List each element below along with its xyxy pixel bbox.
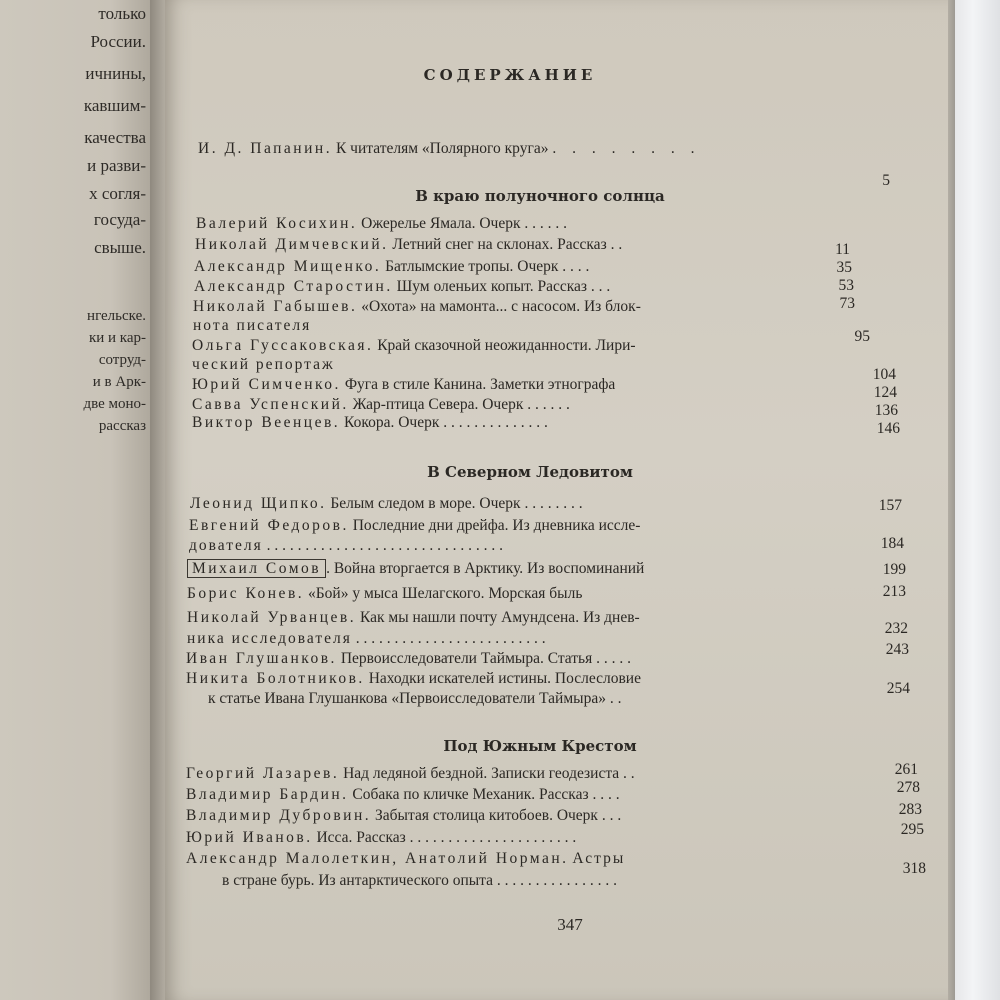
left-page-line: России. xyxy=(90,32,146,51)
toc-entry xyxy=(192,337,636,355)
toc-page-number: 11 xyxy=(835,241,850,258)
toc-author: Борис Конев. xyxy=(187,585,305,602)
toc-title: Ожерелье Ямала. Очерк xyxy=(361,215,521,232)
toc-author: Владимир Дубровин. xyxy=(186,807,372,824)
toc-page-number: 184 xyxy=(880,535,904,552)
toc-page-number: 35 xyxy=(836,259,852,276)
toc-title: Астры xyxy=(572,850,626,867)
toc-title: Как мы нашли почту Амундсена. Из днев- xyxy=(359,609,640,626)
left-page-line: и разви- xyxy=(87,156,146,175)
toc-title: в стране бурь. Из антарктического опыта xyxy=(222,872,494,889)
toc-entry: Юрий Иванов. Исса. Рассказ . . . . . . . . . . . . . . . . . . . . . . xyxy=(186,829,577,846)
toc-page-number: 146 xyxy=(876,420,900,437)
toc-page-number: 213 xyxy=(882,583,906,600)
toc-page-number: 95 xyxy=(854,328,870,345)
toc-page-number: 5 xyxy=(882,172,890,189)
toc-page-number: 318 xyxy=(902,860,926,877)
toc-author: И. Д. Папанин. xyxy=(198,140,333,157)
toc-entry: Леонид Щипко. Белым следом в море. Очерк . . . . . . . . xyxy=(190,495,583,512)
toc-entry: Александр Старостин. Шум оленьих копыт. Рассказ . . . xyxy=(194,278,611,295)
toc-title: дователя xyxy=(189,537,263,554)
toc-entry-continued: к статье Ивана Глушанкова «Первоисследователи Таймыра» . . xyxy=(208,690,622,707)
toc-author: Ольга Гуссаковская. xyxy=(192,337,374,354)
toc-entry-continued: дователя . . . . . . . . . . . . . . . . . . . . . . . . . . . . . . . xyxy=(189,537,503,554)
toc-title: «Охота» на мамонта... с насосом. Из блок- xyxy=(361,298,641,315)
toc-author: Савва Успенский. xyxy=(192,396,349,413)
toc-title: Жар-птица Севера. Очерк xyxy=(352,396,524,413)
left-page-line: только xyxy=(98,4,146,23)
left-page-line: х согля- xyxy=(89,184,146,203)
left-page-line: рассказ xyxy=(98,418,146,434)
toc-page-number: 261 xyxy=(894,761,918,778)
left-page-line: ки и кар- xyxy=(88,330,146,346)
section-title: Под Южным Крестом xyxy=(443,737,637,755)
toc-page-number: 136 xyxy=(874,402,898,419)
toc-entry: Иван Глушанков. Первоисследователи Таймыра. Статья . . . . . xyxy=(186,650,632,667)
toc-page-number: 232 xyxy=(884,620,908,637)
toc-author: Александр Малолеткин, Анатолий Норман. xyxy=(186,850,569,867)
left-page-line: сотруд- xyxy=(98,352,146,368)
toc-title: «Бой» у мыса Шелагского. Морская быль xyxy=(308,585,583,602)
toc-title: к статье Ивана Глушанкова «Первоисследователи Таймыра» xyxy=(208,690,606,707)
toc-entry: Савва Успенский. Жар-птица Севера. Очерк . . . . . . xyxy=(192,396,570,413)
toc-entry xyxy=(192,376,615,394)
toc-title: Край сказочной неожиданности. Лири- xyxy=(377,337,636,354)
toc-entry xyxy=(187,560,644,578)
toc-title: Собака по кличке Механик. Рассказ xyxy=(352,786,589,803)
left-page-line: госуда- xyxy=(93,210,146,229)
toc-page-number: 243 xyxy=(885,641,909,658)
toc-page-number: 254 xyxy=(886,680,910,697)
page-folio-number: 347 xyxy=(557,915,583,934)
toc-title: Исса. Рассказ xyxy=(316,829,406,846)
toc-title: Последние дни дрейфа. Из дневника иссле- xyxy=(352,517,641,534)
toc-entry: Валерий Косихин. Ожерелье Ямала. Очерк . . . . . . xyxy=(196,215,567,232)
toc-title: К читателям «Полярного круга» xyxy=(335,140,549,157)
left-page xyxy=(0,0,158,1000)
toc-author: Юрий Иванов. xyxy=(186,829,313,846)
section-title: В краю полуночного солнца xyxy=(415,187,665,205)
toc-title: . Война вторгается в Арктику. Из воспоминаний xyxy=(326,560,645,577)
left-page-line: качества xyxy=(84,128,146,147)
toc-title: ческий репортаж xyxy=(192,356,335,373)
toc-author: Виктор Веенцев. xyxy=(192,414,341,431)
toc-entry: Александр Мищенко. Батлымские тропы. Очерк . . . . xyxy=(194,258,590,275)
toc-entry: Владимир Бардин. Собака по кличке Механик. Рассказ . . . . xyxy=(186,786,620,803)
toc-title: ника исследователя xyxy=(187,630,352,647)
toc-title: Летний снег на склонах. Рассказ xyxy=(392,236,607,253)
left-page-line: свыше. xyxy=(94,238,146,257)
toc-title: Кокора. Очерк xyxy=(344,414,440,431)
toc-entry xyxy=(186,850,625,868)
toc-entry xyxy=(187,609,640,627)
page-title: СОДЕРЖАНИЕ xyxy=(423,66,597,84)
toc-author: Николай Урванцев. xyxy=(187,609,357,626)
toc-author: Леонид Щипко. xyxy=(190,495,327,512)
toc-entry xyxy=(186,670,641,688)
toc-entry xyxy=(189,517,640,535)
toc-entry-continued xyxy=(193,317,311,335)
toc-entry: Виктор Веенцев. Кокора. Очерк . . . . . . . . . . . . . . xyxy=(192,414,548,431)
toc-author-boxed: Михаил Сомов xyxy=(187,559,326,578)
toc-author: Георгий Лазарев. xyxy=(186,765,340,782)
toc-page-number: 295 xyxy=(900,821,924,838)
section-title: В Северном Ледовитом xyxy=(427,463,633,481)
toc-title: Первоисследователи Таймыра. Статья xyxy=(340,650,593,667)
toc-author: Юрий Симченко. xyxy=(192,376,341,393)
toc-title: Батлымские тропы. Очерк xyxy=(385,258,559,275)
toc-author: Александр Старостин. xyxy=(194,278,393,295)
toc-title: Находки искателей истины. Послесловие xyxy=(368,670,641,687)
toc-page-number: 104 xyxy=(872,366,896,383)
toc-entry xyxy=(193,298,641,316)
toc-entry-continued xyxy=(192,356,335,374)
toc-entry-continued: в стране бурь. Из антарктического опыта . . . . . . . . . . . . . . . . xyxy=(222,872,618,889)
toc-page-number: 53 xyxy=(838,277,854,294)
toc-author: Николай Габышев. xyxy=(193,298,358,315)
toc-page-number: 157 xyxy=(878,497,902,514)
toc-page-number: 124 xyxy=(873,384,897,401)
toc-title: Шум оленьих копыт. Рассказ xyxy=(396,278,588,295)
toc-entry-intro: И. Д. Папанин. К читателям «Полярного круга» . . . . . . . . xyxy=(198,140,701,157)
toc-author: Никита Болотников. xyxy=(186,670,365,687)
toc-entry-continued: ника исследователя . . . . . . . . . . . . . . . . . . . . . . . . . xyxy=(187,630,546,647)
toc-author: Владимир Бардин. xyxy=(186,786,349,803)
toc-entry: Георгий Лазарев. Над ледяной бездной. Записки геодезиста . . xyxy=(186,765,635,782)
left-page-line: кавшим- xyxy=(83,96,146,115)
toc-title: Белым следом в море. Очерк xyxy=(330,495,521,512)
toc-title: Фуга в стиле Канина. Заметки этнографа xyxy=(344,376,616,393)
toc-title: нота писателя xyxy=(193,317,312,334)
toc-author: Александр Мищенко. xyxy=(194,258,382,275)
left-page-line: две моно- xyxy=(83,396,146,412)
toc-page-number: 199 xyxy=(882,561,906,578)
left-page-line: нгельске. xyxy=(87,308,146,324)
page-edge xyxy=(955,0,1000,1000)
toc-entry: Николай Димчевский. Летний снег на склонах. Рассказ . . xyxy=(195,236,623,253)
toc-entry: Владимир Дубровин. Забытая столица китобоев. Очерк . . . xyxy=(186,807,622,824)
toc-author: Евгений Федоров. xyxy=(189,517,349,534)
toc-entry xyxy=(187,585,582,603)
left-page-line: ичнины, xyxy=(85,64,146,83)
toc-title: Забытая столица китобоев. Очерк xyxy=(375,807,598,824)
toc-title: Над ледяной бездной. Записки геодезиста xyxy=(343,765,620,782)
toc-page-number: 73 xyxy=(839,295,855,312)
toc-author: Валерий Косихин. xyxy=(196,215,358,232)
toc-author: Иван Глушанков. xyxy=(186,650,337,667)
left-page-line: и в Арк- xyxy=(92,374,146,390)
toc-page-number: 283 xyxy=(898,801,922,818)
toc-page-number: 278 xyxy=(896,779,920,796)
toc-author: Николай Димчевский. xyxy=(195,236,389,253)
